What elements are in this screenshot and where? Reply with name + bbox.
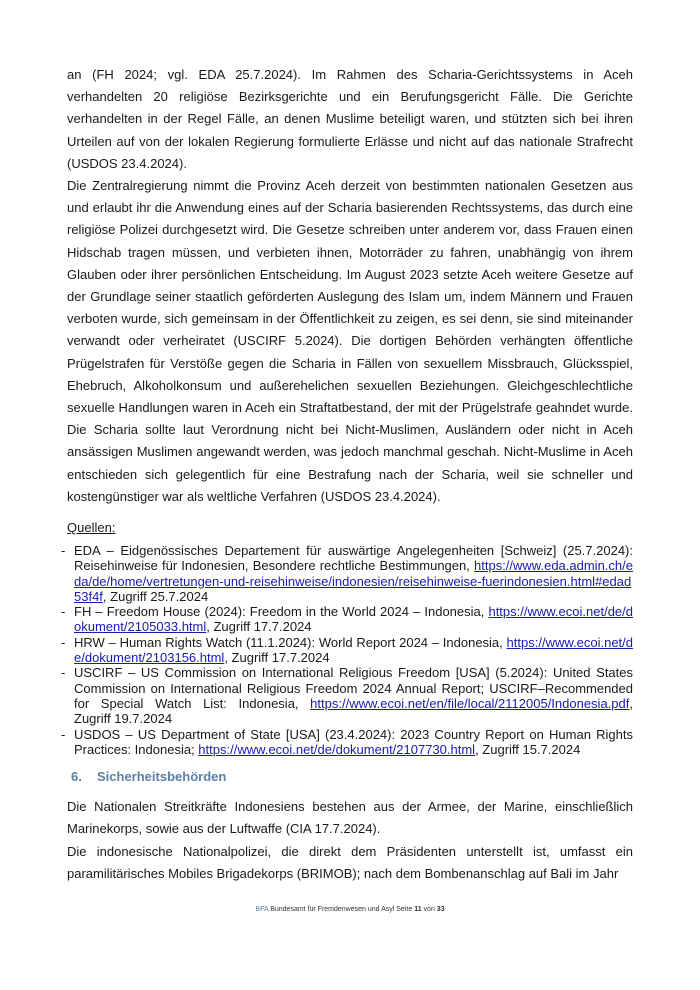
source-access: , Zugriff 15.7.2024 <box>475 741 581 757</box>
source-link-fh[interactable]: https://www.ecoi.net/de/dokument/2105033.html <box>74 604 633 635</box>
source-text: FH – Freedom House (2024): Freedom in the World 2024 – Indonesia, <box>74 604 489 620</box>
source-text: USCIRF – US Commission on International Religious Freedom [USA] (5.2024): United States Commission on International Religious Freedom 2024 Annual Report; USCIRF–Recommended for Special Watch List: Indonesia, <box>74 665 633 711</box>
sources-heading: Quellen: <box>67 520 116 535</box>
source-link-eda[interactable]: https://www.eda.admin.ch/eda/de/home/vertretungen-und-reisehinweise/indonesien/reisehinweise-fuerindonesien.html#edad53f4f <box>74 558 633 604</box>
list-dash: - <box>61 634 66 650</box>
source-access: , Zugriff 25.7.2024 <box>102 588 209 604</box>
page-footer <box>0 906 700 913</box>
source-text: USDOS – US Department of State [USA] (23.4.2024): 2023 Country Report on Human Rights Practices: Indonesia; <box>74 726 633 757</box>
list-dash: - <box>61 604 66 620</box>
source-link-uscirf[interactable]: https://www.ecoi.net/en/file/local/2112005/Indonesia.pdf <box>310 695 630 711</box>
footer-page-total: 33 <box>436 906 445 913</box>
footer-text: Bundesamt für Fremdenwesen und Asyl Seite <box>270 906 413 913</box>
source-item-fh <box>61 604 633 635</box>
source-link-usdos[interactable]: https://www.ecoi.net/de/dokument/2107730.html <box>198 741 476 757</box>
list-dash: - <box>61 665 66 681</box>
section-number: 6. <box>71 769 82 784</box>
source-link-hrw[interactable]: https://www.ecoi.net/de/dokument/2103156.html <box>74 634 633 666</box>
source-access: , Zugriff 17.7.2024 <box>206 619 312 635</box>
list-dash: - <box>61 726 66 742</box>
footer-org: BFA <box>255 906 269 913</box>
paragraph-aceh-courts: an (FH 2024; vgl. EDA 25.7.2024). Im Rahmen des Scharia-Gerichtssystems in Aceh verhandelten 20 religiöse Bezirksgerichte und ein Berufungsgericht Fälle. Die Gerichte verhandelten in der Regel Fälle, an denen Muslime beteiligt waren, und stützten sich bei ihren Urteilen auf von der lokalen Regierung formulierte Erlässe und nicht auf das nationale Strafrecht (USDOS 23.4.2024). <box>67 67 633 171</box>
list-dash: - <box>61 543 66 558</box>
source-access: , Zugriff 19.7.2024 <box>74 695 633 727</box>
source-text: EDA – Eidgenössisches Departement für auswärtige Angelegenheiten [Schweiz] (25.7.2024): Reisehinweise für Indonesien, Besondere rechtliche Bestimmungen, <box>74 543 633 574</box>
paragraph-aceh-sharia: Die Zentralregierung nimmt die Provinz Aceh derzeit von bestimmten nationalen Gesetzen aus und erlaubt ihr die Anwendung eines auf der Scharia basierenden Rechtssystems, das durch eine religiöse Polizei durchgesetzt wird. Die Gesetze schreiben unter anderem vor, dass Frauen einen Hidschab tragen müssen, und verbieten ihnen, Motorräder zu fahren, unabhängig von ihrem Glauben oder ihrer persönlichen Entscheidung. Im August 2023 setzte Aceh weitere Gesetze auf der Grundlage seiner staatlich geförderten Auslegung des Islam um, indem Männern und Frauen verboten wurde, sich gemeinsam in der Öffentlichkeit zu zeigen, es sei denn, sie sind miteinander verwandt oder verheiratet (USCIRF 5.2024). Die dortigen Behörden verhängten öffentliche Prügelstrafen für Verstöße gegen die Scharia in Fällen von sexuellem Missbrauch, Glücksspiel, Ehebruch, Alkoholkonsum und außerehelichen sexuellen Beziehungen. Gleichgeschlechtliche sexuelle Handlungen waren in Aceh ein Straftatbestand, der mit der Prügelstrafe geahndet wurde. Die Scharia sollte laut Verordnung nicht bei Nicht-Muslimen, Ausländern oder nicht in Aceh ansässigen Muslimen angewandt werden, was jedoch manchmal geschah. Nicht-Muslime in Aceh entschieden sich gelegentlich für eine Bestrafung nach der Scharia, weil sie schneller und kostengünstiger war als weltliche Verfahren (USDOS 23.4.2024). <box>67 178 633 504</box>
source-item-usdos <box>61 726 633 758</box>
source-item-eda <box>61 543 633 604</box>
source-access: , Zugriff 17.7.2024 <box>224 650 330 666</box>
footer-page-number: 11 <box>414 906 422 913</box>
paragraph-armed-forces: Die Nationalen Streitkräfte Indonesiens bestehen aus der Armee, der Marine, einschließlich Marinekorps, sowie aus der Luftwaffe (CIA 17.7.2024). <box>67 799 633 837</box>
source-text: HRW – Human Rights Watch (11.1.2024): World Report 2024 – Indonesia, <box>74 634 507 650</box>
source-item-uscirf <box>61 665 633 727</box>
footer-of: von <box>423 906 435 913</box>
source-item-hrw <box>61 634 633 666</box>
paragraph-national-police: Die indonesische Nationalpolizei, die direkt dem Präsidenten unterstellt ist, umfasst ein paramilitärisches Mobiles Brigadekorps (BRIMOB); nach dem Bombenanschlag auf Bali im Jahr <box>67 844 633 882</box>
sources-list <box>61 543 633 757</box>
section-heading <box>71 769 226 784</box>
section-title: Sicherheitsbehörden <box>97 769 227 784</box>
